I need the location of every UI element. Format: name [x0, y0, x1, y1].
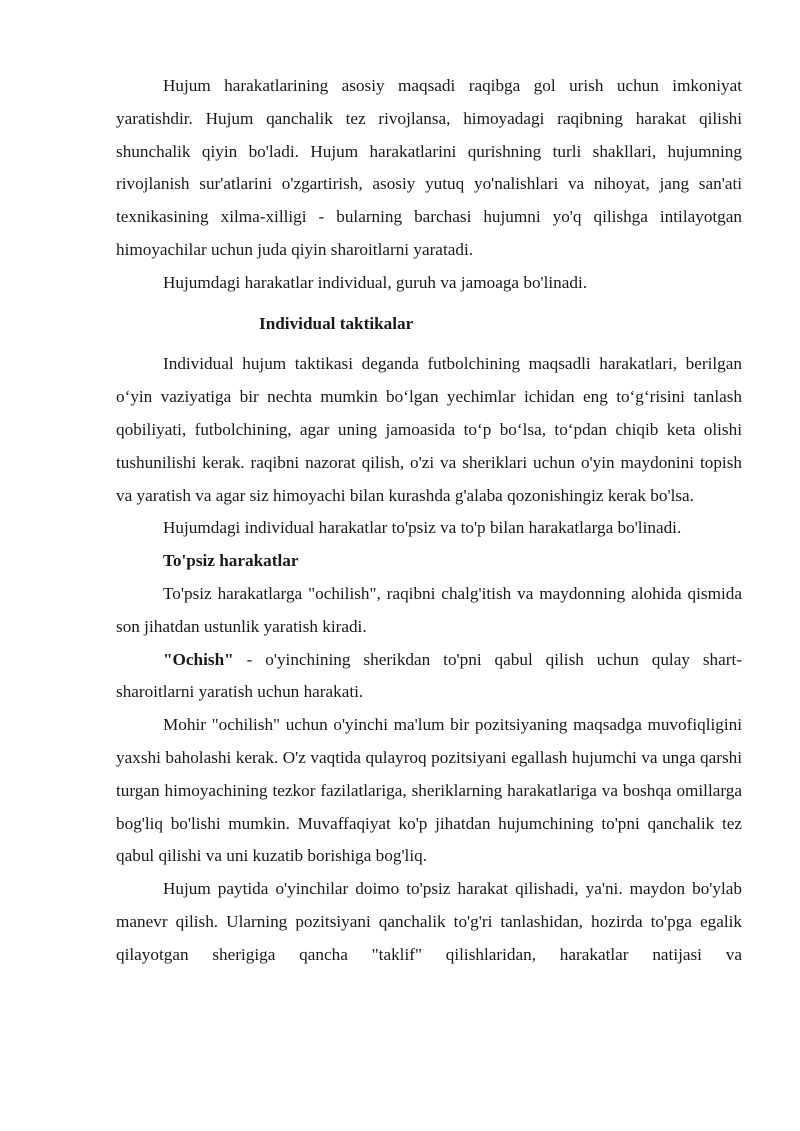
document-body — [116, 70, 742, 972]
heading-individual-tactics: Individual taktikalar — [259, 313, 414, 333]
heading-without-ball: To'psiz harakatlar — [163, 551, 299, 571]
paragraph-without-ball-actions: To'psiz harakatlarga "ochilish", raqibni chalg'itish va maydonning alohida qismida son jihatdan ustunlik yaratish kiradi. — [116, 583, 742, 636]
paragraph-attack-goal: Hujum harakatlarining asosiy maqsadi raqibga gol urish uchun imkoniyat yaratishdir. Hujum qanchalik tez rivojlansa, himoyadagi raqibning harakat qilishi shunchalik qiyin bo'ladi. Hujum harakatlarini qurishning turli shakllari, hujumning rivojlanish sur'atlarini o'zgartirish, asosiy yutuq yo'nalishlari va nihoyat, jang san'ati texnikasining xilma-xilligi - bularning barchasi hujumni yo'q qilishga intilayotgan himoyachilar uchun juda qiyin sharoitlarni yaratadi. — [116, 76, 742, 259]
term-ochish: "Ochish" — [163, 649, 234, 669]
paragraph-individual-division: Hujumdagi individual harakatlar to'psiz va to'p bilan harakatlarga bo'linadi. — [163, 518, 682, 538]
paragraph-individual-definition: Individual hujum taktikasi deganda futbolchining maqsadli harakatlari, berilgan o‘yin vaziyatiga bir nechta mumkin bo‘lgan yechimlar ichidan eng to‘g‘risini tanlash qobiliyati, futbolchining, agar uning jamoasida to‘p bo‘lsa, to‘pdan chiqib keta olishi tushunilishi kerak. raqibni nazorat qilish, o'zi va sheriklari uchun o'yin maydonini topish va yaratish va agar siz himoyachi bilan kurashda g'alaba qozonishingiz kerak bo'lsa. — [116, 354, 742, 505]
paragraph-skilled-opening: Mohir "ochilish" uchun o'yinchi ma'lum bir pozitsiyaning maqsadga muvofiqligini yaxshi baholashi kerak. O'z vaqtida qulayroq pozitsiyani egallash hujumchi va unga qarshi turgan himoyachining tezkor fazilatlariga, sheriklarning harakatlariga va boshqa omillarga bog'liq bo'lishi mumkin. Muvaffaqiyat ko'p jihatdan hujumchining to'pni qanchalik tez qabul qilishi va uni kuzatib borishiga bog'liq. — [116, 715, 742, 866]
paragraph-attack-maneuver: Hujum paytida o'yinchilar doimo to'psiz harakat qilishadi, ya'ni. maydon bo'ylab manevr qilish. Ularning pozitsiyani qanchalik to'g'ri tanlashidan, hozirda to'pga egalik qilayotgan sherigiga qancha "taklif" qilishlaridan, harakatlar natijasi va — [116, 879, 742, 964]
ochish-definition-text: - o'yinchining sherikdan to'pni qabul qilish uchun qulay shart-sharoitlarni yaratish uchun harakati. — [116, 649, 742, 702]
paragraph-attack-division: Hujumdagi harakatlar individual, guruh va jamoaga bo'linadi. — [163, 272, 588, 292]
paragraph-ochish-definition — [116, 644, 742, 710]
